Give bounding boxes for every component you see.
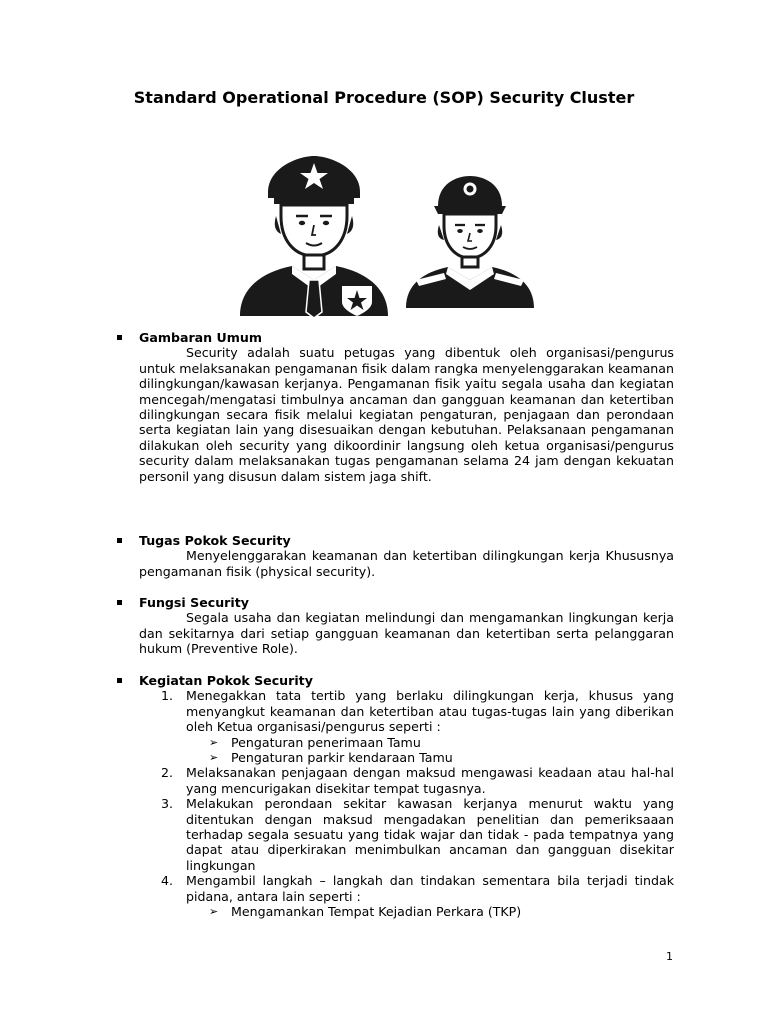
list-item-text: Melaksanakan penjagaan dengan maksud mengawasi keadaan atau hal-hal yang mencurigakan disekitar tempat tugasnya. [186,765,674,796]
bullet-marker [117,538,122,543]
document-title: Standard Operational Procedure (SOP) Security Cluster [133,88,635,107]
sub-list-item [186,735,674,750]
bullet-marker [117,335,122,340]
section-heading: Fungsi Security [139,595,249,610]
section-body: Security adalah suatu petugas yang dibentuk oleh organisasi/pengurus untuk melaksanakan pengamanan fisik dalam rangka menyelenggarakan keamanan dilingkungan/kawasan kerjanya. Pengamanan fisik yaitu segala usaha dan kegiatan mencegah/mengatasi timbulnya ancaman dan gangguan keamanan dan ketertiban dilingkungan secara fisik melalui kegiatan pengaturan, penjagaan dan perondaan serta kegiatan lain yang disesuaikan dengan kebutuhan. Pelaksanaan pengamanan dilakukan oleh security yang dikoordinir langsung oleh ketua organisasi/pengurus security dalam melaksanakan tugas pengamanan selama 24 jam dengan kekuatan personil yang disusun dalam sistem jaga shift. [139,345,674,484]
sub-list [186,735,674,766]
sub-list [186,904,674,919]
security-guards-illustration [232,152,536,318]
list-item [139,765,674,796]
bullet-marker [117,678,122,683]
list-item [139,796,674,873]
sub-list-item-text: Mengamankan Tempat Kejadian Perkara (TKP) [231,904,522,920]
list-number: 1. [161,688,174,704]
sub-list-item [186,750,674,765]
list-item-text: Menegakkan tata tertib yang berlaku dilingkungan kerja, khusus yang menyangkut keamanan dan ketertiban atau tugas-tugas lain yang diberikan oleh Ketua organisasi/pengurus seperti : [186,688,674,735]
list-item-text: Melakukan perondaan sekitar kawasan kerjanya menurut waktu yang ditentukan dengan maksud mengadakan penelitian dan pemeriksaaan terhadap segala sesuatu yang tidak wajar dan tidak - pada tempatnya yang dapat atau diperkirakan menimbulkan ancaman dan gangguan disekitar lingkungan [186,796,674,873]
arrow-bullet-icon: ➢ [209,735,219,749]
bullet-marker [117,600,122,605]
arrow-bullet-icon: ➢ [209,751,219,765]
section-heading: Tugas Pokok Security [139,533,291,548]
section-heading: Gambaran Umum [139,330,262,345]
list-item [139,688,674,765]
sub-list-item-text: Pengaturan parkir kendaraan Tamu [231,750,453,766]
list-number: 2. [161,765,174,781]
activities-list [139,688,674,919]
list-number: 3. [161,796,174,812]
list-item [139,873,674,919]
list-item-text: Mengambil langkah – langkah dan tindakan sementara bila terjadi tindak pidana, antara lain seperti : [186,873,674,904]
sub-list-item-text: Pengaturan penerimaan Tamu [231,734,421,750]
list-number: 4. [161,873,174,889]
section-heading: Kegiatan Pokok Security [139,673,313,688]
page-number: 1 [666,950,673,963]
section-body: Menyelenggarakan keamanan dan ketertiban dilingkungan kerja Khususnya pengamanan fisik (physical security). [139,548,674,579]
security-guard-cap-icon [406,176,534,308]
sub-list-item [186,904,674,919]
section-body: Segala usaha dan kegiatan melindungi dan mengamankan lingkungan kerja dan sekitarnya dari setiap gangguan keamanan dan ketertiban serta pelanggaran hukum (Preventive Role). [139,610,674,657]
arrow-bullet-icon: ➢ [209,905,219,919]
security-officer-star-cap-icon [240,156,388,318]
